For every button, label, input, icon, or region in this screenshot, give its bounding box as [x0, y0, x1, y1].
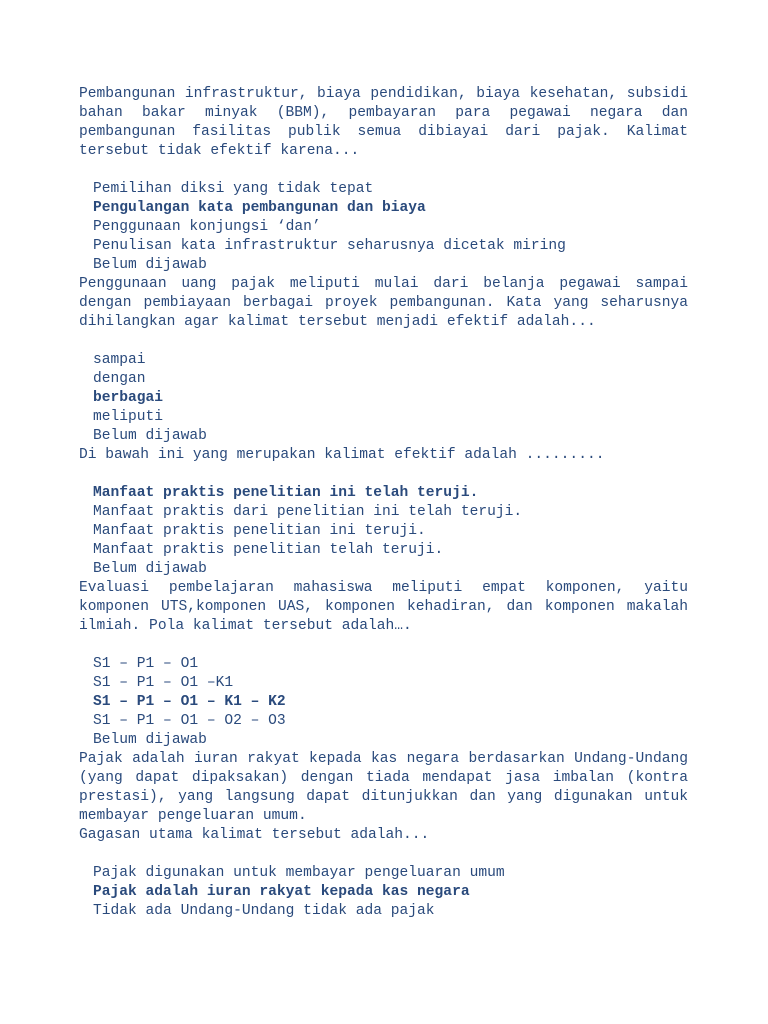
question-3 — [79, 446, 688, 579]
question-1 — [79, 85, 688, 275]
answer-option[interactable]: Penggunaan konjungsi ‘dan’ — [93, 219, 321, 235]
answer-option-highlighted[interactable]: S1 – P1 – O1 – K1 – K2 — [93, 694, 286, 710]
answer-option-highlighted[interactable]: Pajak adalah iuran rakyat kepada kas negara — [93, 884, 470, 900]
answer-option[interactable]: Manfaat praktis penelitian ini teruji. — [93, 523, 426, 539]
answer-option-highlighted[interactable]: Manfaat praktis penelitian ini telah teruji. — [93, 485, 479, 501]
question-text: Pajak adalah iuran rakyat kepada kas negara berdasarkan Undang-Undang (yang dapat dipaksakan) dengan tiada mendapat jasa imbalan (kontra prestasi), yang langsung dapat ditunjukkan dan yang digunakan untuk membayar pengeluaran umum. — [79, 751, 688, 824]
document-body — [79, 85, 688, 921]
answer-options — [79, 484, 688, 579]
answer-status: Belum dijawab — [93, 428, 207, 444]
answer-status: Belum dijawab — [93, 732, 207, 748]
answer-options — [79, 864, 688, 921]
answer-option[interactable]: Manfaat praktis dari penelitian ini telah teruji. — [93, 504, 523, 520]
answer-option[interactable]: Pajak digunakan untuk membayar pengeluaran umum — [93, 865, 505, 881]
answer-status: Belum dijawab — [93, 257, 207, 273]
question-text: Di bawah ini yang merupakan kalimat efektif adalah ......... — [79, 447, 605, 463]
answer-option[interactable]: Penulisan kata infrastruktur seharusnya dicetak miring — [93, 238, 566, 254]
question-prompt: Gagasan utama kalimat tersebut adalah... — [79, 827, 430, 843]
answer-option-highlighted[interactable]: Pengulangan kata pembangunan dan biaya — [93, 200, 426, 216]
answer-option[interactable]: Tidak ada Undang-Undang tidak ada pajak — [93, 903, 435, 919]
question-2 — [79, 275, 688, 446]
answer-option[interactable]: Pemilihan diksi yang tidak tepat — [93, 181, 374, 197]
answer-options — [79, 180, 688, 275]
answer-option[interactable]: dengan — [93, 371, 146, 387]
answer-options — [79, 655, 688, 750]
question-text: Evaluasi pembelajaran mahasiswa meliputi empat komponen, yaitu komponen UTS,komponen UAS, komponen kehadiran, dan komponen makalah ilmiah. Pola kalimat tersebut adalah…. — [79, 580, 688, 634]
answer-option[interactable]: sampai — [93, 352, 146, 368]
question-text: Penggunaan uang pajak meliputi mulai dari belanja pegawai sampai dengan pembiayaan berbagai proyek pembangunan. Kata yang seharusnya dihilangkan agar kalimat tersebut menjadi efektif adalah... — [79, 276, 688, 330]
answer-option[interactable]: S1 – P1 – O1 – O2 – O3 — [93, 713, 286, 729]
question-4 — [79, 579, 688, 750]
answer-option-highlighted[interactable]: berbagai — [93, 390, 164, 406]
question-5 — [79, 750, 688, 921]
answer-option[interactable]: S1 – P1 – O1 — [93, 656, 199, 672]
answer-option[interactable]: S1 – P1 – O1 –K1 — [93, 675, 234, 691]
answer-status: Belum dijawab — [93, 561, 207, 577]
answer-options — [79, 351, 688, 446]
answer-option[interactable]: meliputi — [93, 409, 164, 425]
answer-option[interactable]: Manfaat praktis penelitian telah teruji. — [93, 542, 444, 558]
question-text: Pembangunan infrastruktur, biaya pendidikan, biaya kesehatan, subsidi bahan bakar minyak (BBM), pembayaran para pegawai negara dan pembangunan fasilitas publik semua dibiayai dari pajak. Kalimat tersebut tidak efektif karena... — [79, 86, 688, 159]
